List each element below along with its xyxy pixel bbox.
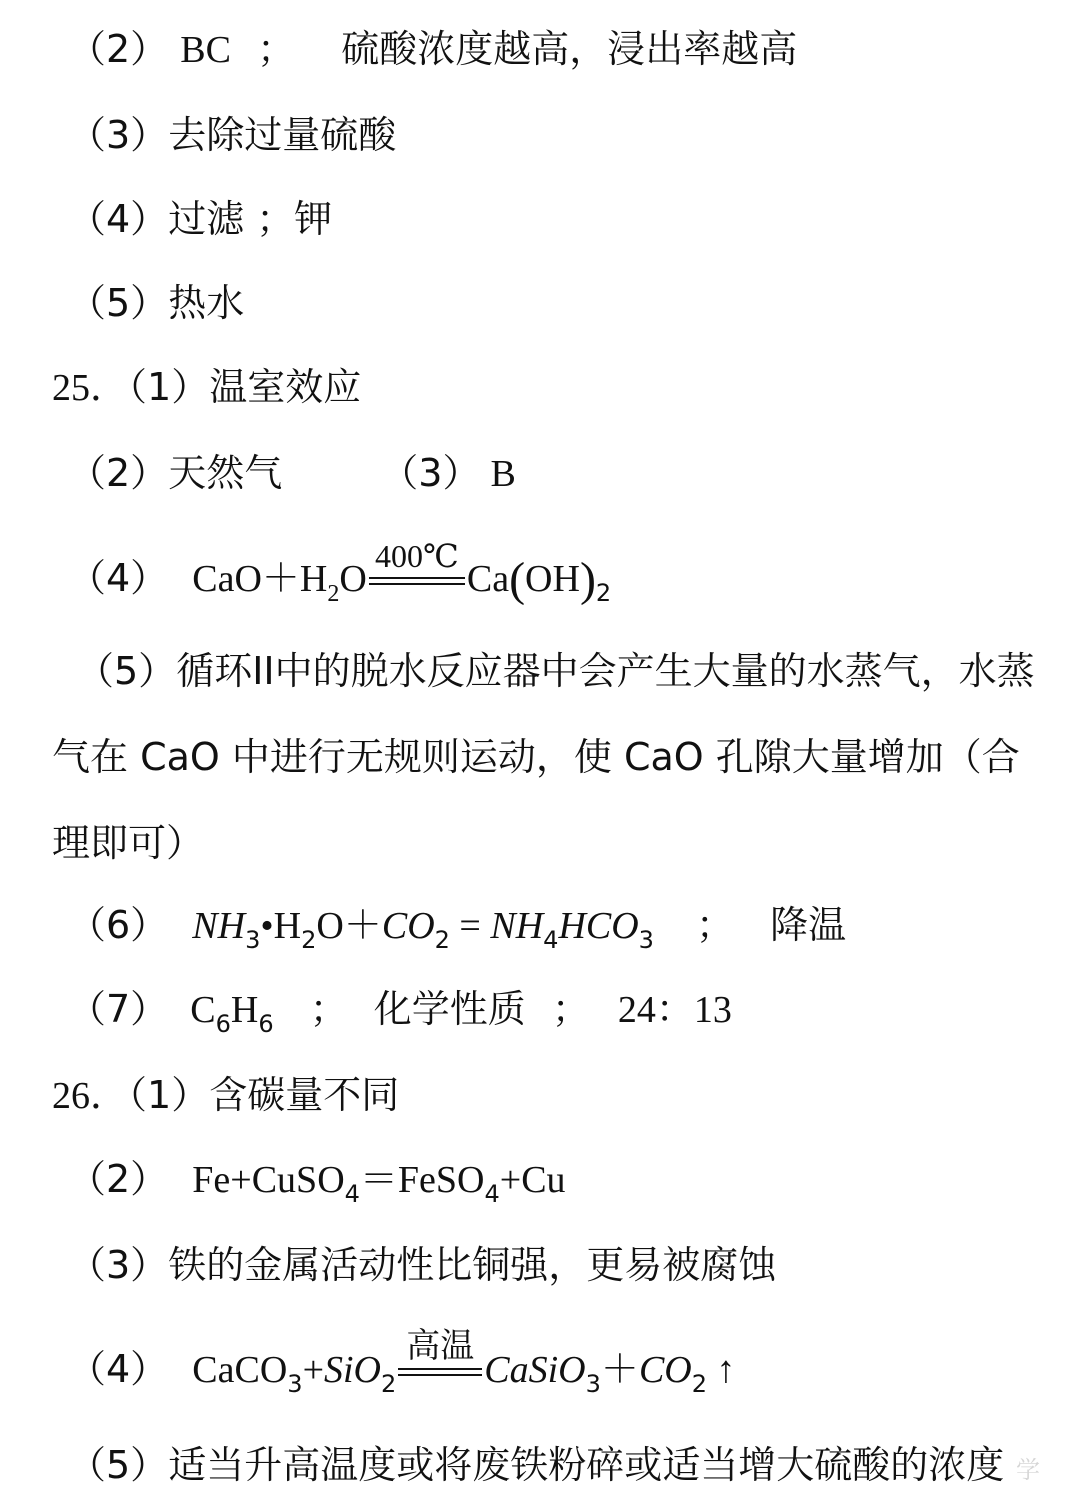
q25-a7-sep1: ； (309, 987, 348, 1031)
q25-tag-3: （3） (380, 451, 481, 495)
q26-answer-4 (68, 1325, 736, 1398)
q25-tag-2: （2） (68, 451, 169, 495)
q24-a2-part1: BC (180, 29, 231, 71)
q25-equation-4: $CaO+H_2O$ 400℃ $Ca(OH)_2$ (192, 537, 612, 607)
reaction-condition-arrow (398, 1325, 482, 1377)
q25-tag-4: （4） (68, 556, 169, 600)
q26-answer-3 (68, 1243, 777, 1287)
q25-a6-answer2: 降温 (770, 903, 847, 947)
q25-answer-2-3 (68, 451, 516, 495)
q24-answer-5 (68, 281, 245, 325)
q25-tag-1: （1） (128, 365, 210, 409)
q25-a7-ratio: 24：13 (617, 989, 732, 1031)
q24-a4-text: 过滤 ；钾 (168, 197, 333, 241)
q26-number: 26． (52, 1075, 129, 1117)
q25-answer-5 (52, 628, 1042, 886)
q26-answer-5 (68, 1443, 1005, 1487)
q25-a1-text: 温室效应 (209, 365, 362, 409)
q25-tag-7: （7） (68, 987, 169, 1031)
q26-tag-4: （4） (68, 1347, 169, 1391)
reaction-condition-arrow (369, 537, 465, 586)
q25-equation-6: $NH_3•H_2O+CO_2 = NH_4HCO_3$ (192, 905, 654, 954)
q25-answer-4 (68, 537, 612, 607)
q24-a5-text: 热水 (168, 281, 245, 325)
q26-tag-1: （1） (128, 1073, 210, 1117)
reaction-condition-label: 高温 (406, 1325, 475, 1366)
q25-tag-5: （5） (76, 649, 177, 693)
q25-tag-6: （6） (68, 903, 169, 947)
gas-up-arrow-icon: ↑ (707, 1349, 736, 1391)
q26-tag-5: （5） (68, 1443, 169, 1487)
q26-answer-2 (68, 1157, 566, 1208)
q24-answer-3 (68, 113, 397, 157)
q24-tag-4: （4） (68, 197, 169, 241)
q25-answer-6: （6） $NH_3•H_2O+CO_2 = NH_4HCO_3$ ； 降温 (68, 903, 847, 954)
q24-a2-part2: 硫酸浓度越高，浸出率越高 (341, 27, 798, 71)
watermark: 学 (1016, 1456, 1040, 1484)
q26-tag-3: （3） (68, 1243, 169, 1287)
q24-tag-3: （3） (68, 113, 169, 157)
q25-a2-text: 天然气 (168, 451, 283, 495)
q26-a3-text: 铁的金属活动性比铜强，更易被腐蚀 (168, 1243, 777, 1287)
q25-number: 25． (52, 367, 129, 409)
q25-answer-1 (52, 365, 362, 409)
q26-a1-text: 含碳量不同 (209, 1073, 400, 1117)
reaction-condition-label: 400℃ (374, 537, 459, 574)
q26-tag-2: （2） (68, 1157, 169, 1201)
q24-answer-4 (68, 197, 333, 241)
q26-equation-2: Fe+CuSO$_4$＝FeSO$_4$+Cu (192, 1159, 566, 1208)
q25-formula-7: $C_6H_6$ (190, 989, 274, 1038)
q25-a3-text: B (490, 453, 516, 495)
q24-a2-sep: ； (257, 27, 296, 71)
q26-equation-4: CaCO$_3$+SiO$_2$ 高温 $CaSiO_3+CO_2$ ↑ (192, 1325, 736, 1398)
q25-answer-7 (68, 987, 732, 1038)
q24-tag-5: （5） (68, 281, 169, 325)
q25-a7-sep2: ； (551, 987, 590, 1031)
q25-a5-text: 循环II中的脱水反应器中会产生大量的水蒸气，水蒸气在 CaO 中进行无规则运动，使 CaO 孔隙大量增加（合理即可） (52, 649, 1035, 865)
q26-a5-text: 适当升高温度或将废铁粉碎或适当增大硫酸的浓度 (168, 1443, 1005, 1487)
q26-answer-1 (52, 1073, 400, 1117)
q24-answer-2 (68, 27, 798, 71)
q24-tag-2: （2） (68, 27, 169, 71)
q24-a3-text: 去除过量硫酸 (168, 113, 397, 157)
q25-a7-text2: 化学性质 (373, 987, 526, 1031)
